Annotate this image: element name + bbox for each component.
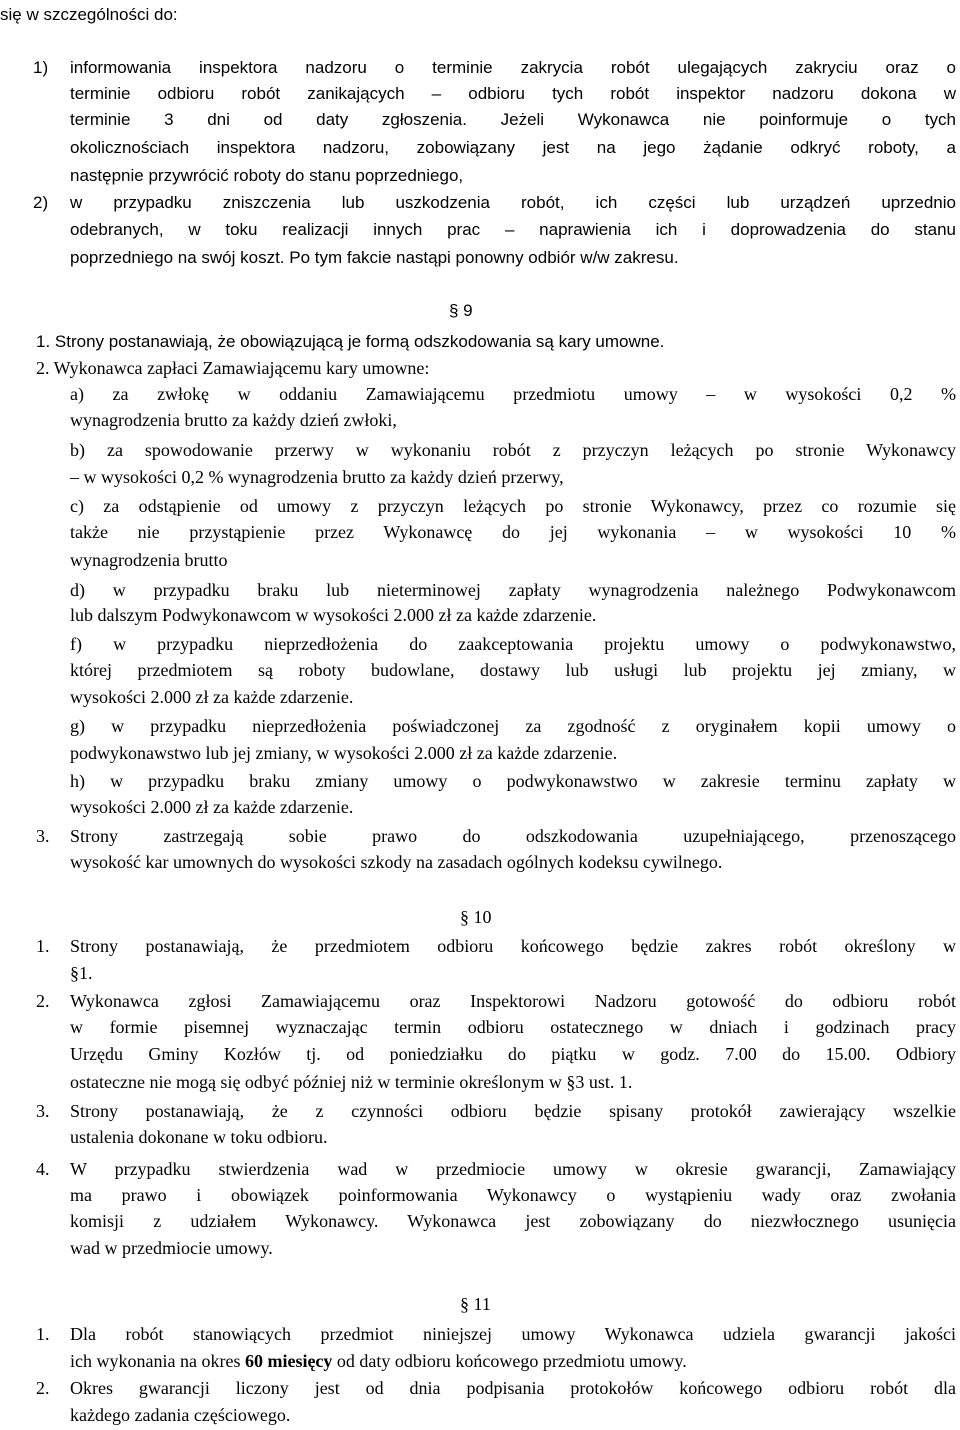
- list-number: 2.: [36, 991, 50, 1011]
- paragraph-line: [70, 1348, 687, 1374]
- list-number: 3.: [36, 826, 50, 846]
- paragraph-line: terminie odbioru robót zanikających – odbioru tych robót inspektor nadzoru dokona w: [70, 84, 956, 103]
- section-heading: § 10: [460, 907, 492, 927]
- paragraph-line: Strony postanawiają, że przedmiotem odbioru końcowego będzie zakres robót określony w: [70, 936, 956, 956]
- paragraph-line: §1.: [70, 963, 93, 983]
- intro-line: się w szczególności do:: [0, 5, 178, 24]
- paragraph-line: wysokości 2.000 zł za każde zdarzenie.: [70, 687, 354, 707]
- paragraph-line: w przypadku zniszczenia lub uszkodzenia robót, ich części lub urządzeń uprzednio: [70, 193, 956, 212]
- list-number: 2): [33, 193, 49, 212]
- paragraph-line: b) za spowodowanie przerwy w wykonaniu robót z przyczyn leżących po stronie Wykonawcy: [70, 440, 956, 460]
- paragraph-line: f) w przypadku nieprzedłożenia do zaakceptowania projektu umowy o podwykonawstwo,: [70, 634, 956, 654]
- paragraph-line: – w wysokości 0,2 % wynagrodzenia brutto za każdy dzień przerwy,: [70, 467, 564, 487]
- paragraph-line: d) w przypadku braku lub nieterminowej zapłaty wynagrodzenia należnego Podwykonawcom: [70, 580, 956, 600]
- paragraph-line: Okres gwarancji liczony jest od dnia podpisania protokołów końcowego odbioru robót dla: [70, 1378, 956, 1398]
- paragraph-line: a) za zwłokę w oddaniu Zamawiającemu przedmiotu umowy – w wysokości 0,2 %: [70, 384, 956, 404]
- paragraph-line: Urzędu Gminy Kozłów tj. od poniedziałku do piątku w godz. 7.00 do 15.00. Odbiory: [70, 1044, 956, 1064]
- paragraph-line: W przypadku stwierdzenia wad w przedmiocie umowy w okresie gwarancji, Zamawiający: [70, 1159, 956, 1179]
- paragraph-line: także nie przystąpienie przez Wykonawcę do jej wykonania – w wysokości 10 %: [70, 522, 956, 542]
- paragraph-line: 2. Wykonawca zapłaci Zamawiającemu kary umowne:: [36, 358, 430, 378]
- paragraph-line: następnie przywrócić roboty do stanu poprzedniego,: [70, 166, 464, 185]
- list-number: 1.: [36, 936, 50, 956]
- paragraph-line: której przedmiotem są roboty budowlane, dostawy lub usługi lub projektu jej zmiany, w: [70, 660, 956, 680]
- bold-text: 60 miesięcy: [244, 1351, 333, 1371]
- paragraph-line: wynagrodzenia brutto za każdy dzień zwłoki,: [70, 410, 397, 430]
- paragraph-line: ustalenia dokonane w toku odbioru.: [70, 1127, 328, 1147]
- list-number: 2.: [36, 1378, 50, 1398]
- list-number: 1): [33, 58, 49, 77]
- paragraph-line: informowania inspektora nadzoru o terminie zakrycia robót ulegających zakryciu oraz o: [70, 58, 956, 77]
- paragraph-line: h) w przypadku braku zmiany umowy o podwykonawstwo w zakresie terminu zapłaty w: [70, 771, 956, 791]
- paragraph-line: ostateczne nie mogą się odbyć później niż w terminie określonym w §3 ust. 1.: [70, 1072, 633, 1092]
- text-run: ich wykonania na okres: [70, 1351, 245, 1371]
- paragraph-line: podwykonawstwo lub jej zmiany, w wysokości 2.000 zł za każde zdarzenie.: [70, 743, 618, 763]
- paragraph-line: w formie pisemnej wyznaczając termin odbioru ostatecznego w dniach i godzinach pracy: [70, 1017, 956, 1037]
- paragraph-line: terminie 3 dni od daty zgłoszenia. Jeżeli Wykonawca nie poinformuje o tych: [70, 110, 956, 129]
- paragraph-line: odebranych, w toku realizacji innych prac – naprawienia ich i doprowadzenia do stanu: [70, 220, 956, 239]
- paragraph-line: c) za odstąpienie od umowy z przyczyn leżących po stronie Wykonawcy, przez co rozumie się: [70, 496, 956, 516]
- paragraph-line: komisji z udziałem Wykonawcy. Wykonawca jest zobowiązany do niezwłocznego usunięcia: [70, 1211, 956, 1231]
- paragraph-line: Strony postanawiają, że z czynności odbioru będzie spisany protokół zawierający wszelkie: [70, 1101, 956, 1121]
- paragraph-line: poprzedniego na swój koszt. Po tym fakcie nastąpi ponowny odbiór w/w zakresu.: [70, 248, 679, 267]
- paragraph-line: wysokości 2.000 zł za każde zdarzenie.: [70, 797, 354, 817]
- paragraph-line: okolicznościach inspektora nadzoru, zobowiązany jest na jego żądanie odkryć roboty, a: [70, 138, 956, 157]
- paragraph-line: Strony zastrzegają sobie prawo do odszkodowania uzupełniającego, przenoszącego: [70, 826, 956, 846]
- section-heading: § 9: [449, 301, 473, 320]
- paragraph-line: ma prawo i obowiązek poinformowania Wykonawcy o wystąpieniu wady oraz zwołania: [70, 1185, 956, 1205]
- paragraph-line: wad w przedmiocie umowy.: [70, 1238, 273, 1258]
- paragraph-line: Wykonawca zgłosi Zamawiającemu oraz Inspektorowi Nadzoru gotowość do odbioru robót: [70, 991, 956, 1011]
- text-run: od daty odbioru końcowego przedmiotu umowy.: [332, 1351, 687, 1371]
- paragraph-line: 1. Strony postanawiają, że obowiązującą je formą odszkodowania są kary umowne.: [36, 332, 665, 351]
- paragraph-line: każdego zadania częściowego.: [70, 1405, 291, 1425]
- paragraph-line: wynagrodzenia brutto: [70, 550, 228, 570]
- list-number: 1.: [36, 1324, 50, 1344]
- list-number: 3.: [36, 1101, 50, 1121]
- paragraph-line: Dla robót stanowiących przedmiot niniejszej umowy Wykonawca udziela gwarancji jakości: [70, 1324, 956, 1344]
- section-heading: § 11: [460, 1294, 491, 1314]
- paragraph-line: wysokość kar umownych do wysokości szkody na zasadach ogólnych kodeksu cywilnego.: [70, 852, 723, 872]
- paragraph-line: g) w przypadku nieprzedłożenia poświadczonej za zgodność z oryginałem kopii umowy o: [70, 716, 956, 736]
- paragraph-line: lub dalszym Podwykonawcom w wysokości 2.000 zł za każde zdarzenie.: [70, 605, 597, 625]
- list-number: 4.: [36, 1159, 50, 1179]
